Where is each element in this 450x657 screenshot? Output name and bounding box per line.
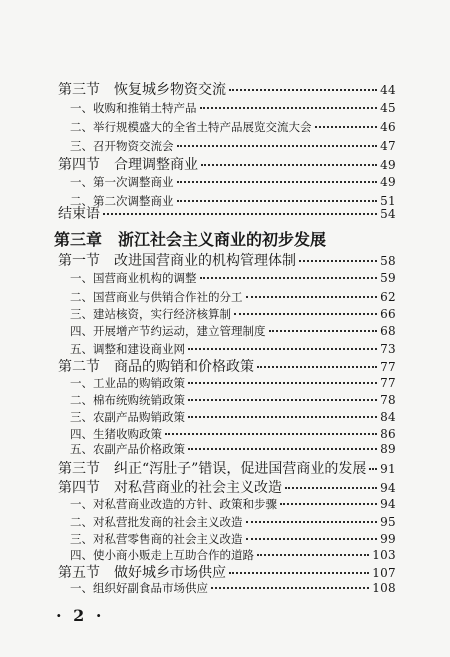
page-number: 84 [380, 410, 396, 424]
entry-title: 一、国营商业机构的调整 [70, 271, 197, 285]
toc-entry [0, 477, 450, 497]
dot-leader [188, 416, 377, 418]
entry-title: 第三节 恢复城乡物资交流 [58, 82, 226, 98]
page-number: 94 [380, 481, 396, 495]
page-number: 107 [372, 566, 396, 580]
dot-leader [177, 145, 378, 147]
toc-entry [0, 409, 450, 425]
entry-title: 二、举行规模盛大的全省土特产品展览交流大会 [70, 120, 312, 134]
entry-title: 三、召开物资交流会 [70, 139, 174, 153]
chapter-heading [0, 227, 450, 250]
dot-leader [234, 313, 377, 315]
toc-entry [0, 580, 450, 596]
entry-title: 第三节 纠正“泻肚子”错误，促进国营商业的发展 [58, 461, 367, 477]
toc-entry [0, 547, 450, 563]
page-number: 45 [380, 101, 396, 115]
toc-entry [0, 341, 450, 357]
dot-leader [188, 382, 377, 384]
entry-title: 五、调整和建设商业网 [70, 342, 185, 356]
dot-leader [165, 433, 377, 435]
page-number: 58 [380, 254, 396, 268]
page-folio: · 2 · [56, 606, 105, 625]
page-number: 62 [380, 290, 396, 304]
page-number: 44 [380, 83, 396, 97]
dot-leader [246, 538, 378, 540]
toc-entry [0, 79, 450, 99]
page-number: 86 [380, 427, 396, 441]
toc-entry [0, 138, 450, 154]
page-number: 99 [380, 532, 396, 546]
page-number: 89 [380, 442, 396, 456]
page-number: 66 [380, 307, 396, 321]
toc-entry [0, 562, 450, 582]
entry-title: 第三章 浙江社会主义商业的初步发展 [54, 230, 327, 249]
dot-leader [257, 554, 369, 556]
entry-title: 第四节 合理调整商业 [58, 157, 198, 173]
page-number: 94 [380, 497, 396, 511]
dot-leader [200, 277, 378, 279]
toc-entry [0, 496, 450, 512]
dot-leader [369, 468, 377, 470]
toc-entry [0, 392, 450, 408]
page-number: 54 [380, 207, 396, 221]
entry-title: 三、农副产品购销政策 [70, 410, 185, 424]
entry-title: 结束语 [58, 206, 100, 222]
entry-title: 四、生猪收购政策 [70, 427, 162, 441]
page-number: 77 [380, 376, 396, 390]
entry-title: 二、对私营批发商的社会主义改造 [70, 515, 243, 529]
dot-leader [299, 260, 377, 262]
toc-entry [0, 426, 450, 442]
page-number: 51 [380, 194, 396, 208]
entry-title: 三、建站核资，实行经济核算制 [70, 307, 231, 321]
toc-entry [0, 356, 450, 376]
toc-entry [0, 270, 450, 286]
toc-entry [0, 458, 450, 478]
page-number: 103 [372, 548, 396, 562]
page-number: 73 [380, 342, 396, 356]
entry-title: 一、第一次调整商业 [70, 175, 174, 189]
entry-title: 第一节 改进国营商业的机构管理体制 [58, 253, 296, 269]
page-number: 47 [380, 139, 396, 153]
dot-leader [280, 503, 377, 505]
entry-title: 一、工业品的购销政策 [70, 376, 185, 390]
toc-entry [0, 174, 450, 190]
page-number: 78 [380, 393, 396, 407]
dot-leader [229, 89, 377, 91]
dot-leader [188, 399, 377, 401]
entry-title: 一、组织好副食品市场供应 [70, 581, 208, 595]
dot-leader [257, 366, 377, 368]
entry-title: 四、开展增产节约运动，建立管理制度 [70, 324, 266, 338]
toc-entry [0, 375, 450, 391]
dot-leader [103, 213, 377, 215]
entry-title: 二、第二次调整商业 [70, 194, 174, 208]
dot-leader [200, 107, 378, 109]
entry-title: 三、对私营零售商的社会主义改造 [70, 532, 243, 546]
entry-title: 第二节 商品的购销和价格政策 [58, 359, 254, 375]
toc-entry [0, 514, 450, 530]
toc-entry [0, 289, 450, 305]
entry-title: 一、收购和推销土特产品 [70, 101, 197, 115]
entry-title: 二、国营商业与供销合作社的分工 [70, 290, 243, 304]
dot-leader [211, 587, 369, 589]
page-number: 91 [380, 462, 396, 476]
toc-entry [0, 203, 450, 223]
entry-title: 五、农副产品价格政策 [70, 442, 185, 456]
dot-leader [246, 521, 378, 523]
page-number: 77 [380, 360, 396, 374]
dot-leader [315, 126, 378, 128]
page-number: 49 [380, 158, 396, 172]
entry-title: 第四节 对私营商业的社会主义改造 [58, 480, 282, 496]
page-number: 108 [372, 581, 396, 595]
dot-leader [188, 448, 377, 450]
toc-entry [0, 306, 450, 322]
dot-leader [229, 572, 369, 574]
toc-entry [0, 441, 450, 457]
toc-entry [0, 531, 450, 547]
entry-title: 四、使小商小贩走上互助合作的道路 [70, 548, 254, 562]
dot-leader [188, 348, 377, 350]
dot-leader [177, 181, 378, 183]
toc-entry [0, 154, 450, 174]
dot-leader [269, 330, 378, 332]
page-number: 95 [380, 515, 396, 529]
dot-leader [285, 487, 377, 489]
toc-entry [0, 100, 450, 116]
page-number: 46 [380, 120, 396, 134]
dot-leader [201, 164, 377, 166]
page-number: 49 [380, 175, 396, 189]
toc-entry [0, 119, 450, 135]
entry-title: 二、棉布统购统销政策 [70, 393, 185, 407]
toc-entry [0, 250, 450, 270]
page-number: 68 [380, 324, 396, 338]
dot-leader [246, 296, 378, 298]
entry-title: 一、对私营商业改造的方针、政策和步骤 [70, 497, 277, 511]
entry-title: 第五节 做好城乡市场供应 [58, 565, 226, 581]
page-number: 59 [380, 271, 396, 285]
toc-entry [0, 323, 450, 339]
dot-leader [177, 200, 378, 202]
